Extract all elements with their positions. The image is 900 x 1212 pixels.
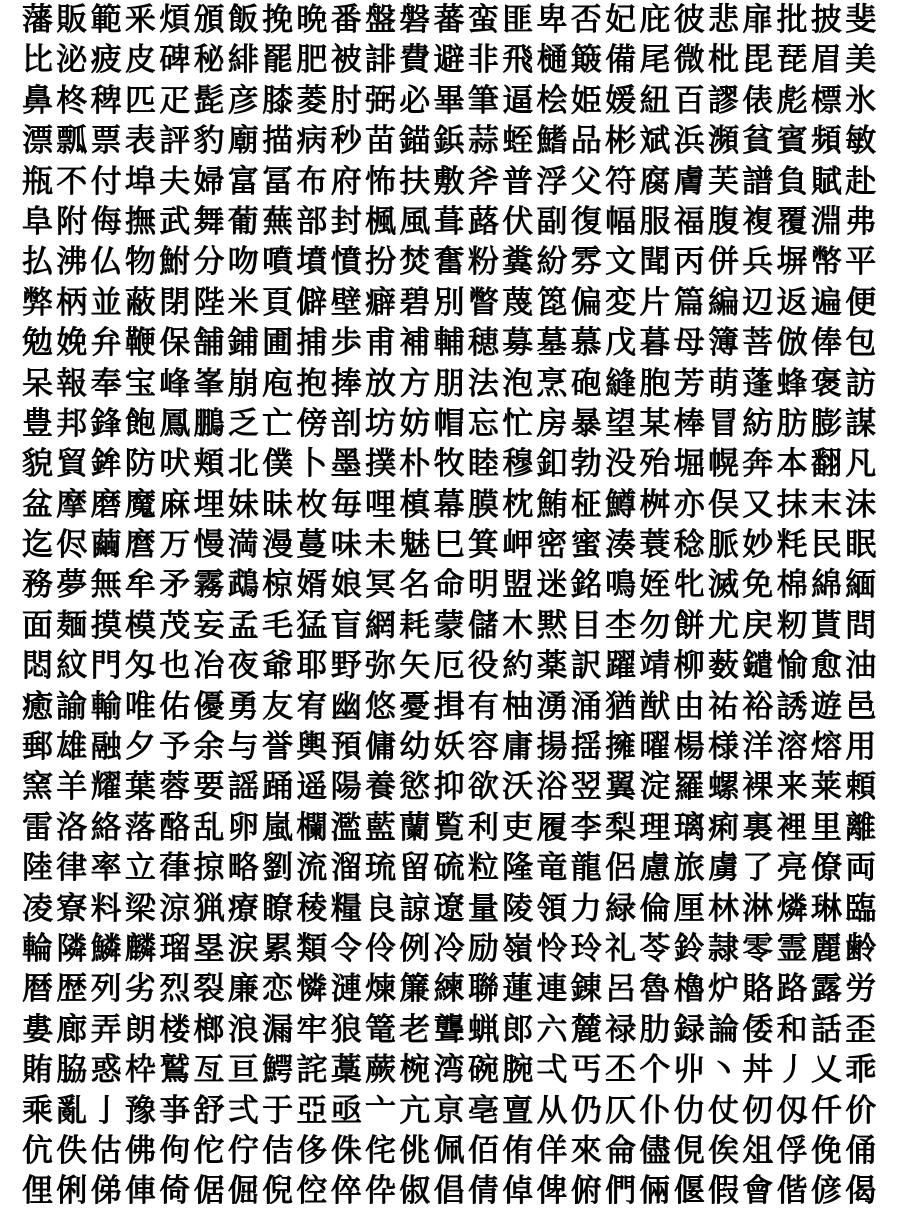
- character-row-29: 伉佚估佛佝佗佇佶侈侏侘佻佩佰侑佯來侖儘俔俟俎俘俛俑: [22, 1132, 880, 1169]
- character-row-24: 輪隣鱗麟瑠塁涙累類令伶例冷励嶺怜玲礼苓鈴隷零霊麗齢: [22, 930, 880, 967]
- character-row-28: 乘亂亅豫亊舒弍于亞亟亠亢亰亳亶从仍仄仆仂仗仞仭仟价: [22, 1092, 880, 1129]
- character-row-13: 盆摩磨魔麻埋妹昧枚毎哩槙幕膜枕鮪柾鱒桝亦俣又抹末沫: [22, 486, 880, 523]
- character-row-10: 呆報奉宝峰峯崩庖抱捧放方朋法泡烹砲縫胞芳萌蓬蜂褒訪: [22, 365, 880, 402]
- character-row-9: 勉娩弁鞭保舗鋪圃捕歩甫補輔穂募墓慕戊暮母簿菩倣俸包: [22, 325, 880, 362]
- character-row-2: 比泌疲皮碑秘緋罷肥被誹費避非飛樋簸備尾微枇毘琵眉美: [22, 42, 880, 79]
- character-row-15: 務夢無牟矛霧鵡椋婿娘冥名命明盟迷銘鳴姪牝滅免棉綿緬: [22, 567, 880, 604]
- character-row-26: 婁廊弄朗楼榔浪漏牢狼篭老聾蝋郎六麓禄肋録論倭和話歪: [22, 1011, 880, 1048]
- character-row-27: 賄脇惑枠鷲亙亘鰐詫藁蕨椀湾碗腕弌丐丕个丱丶丼丿乂乖: [22, 1052, 880, 1089]
- character-row-12: 貌貿鉾防吠頬北僕卜墨撲朴牧睦穆釦勃没殆堀幌奔本翻凡: [22, 446, 880, 483]
- character-row-19: 郵雄融夕予余与誉輿預傭幼妖容庸揚揺擁曜楊様洋溶熔用: [22, 729, 880, 766]
- character-row-17: 悶紋門匁也冶夜爺耶野弥矢厄役約薬訳躍靖柳薮鑓愉愈油: [22, 648, 880, 685]
- character-row-14: 迄侭繭麿万慢満漫蔓味未魅巳箕岬密蜜湊蓑稔脈妙粍民眠: [22, 527, 880, 564]
- character-row-3: 鼻柊稗匹疋髭彦膝菱肘弼必畢筆逼桧姫媛紐百謬俵彪標氷: [22, 82, 880, 119]
- character-row-6: 阜附侮撫武舞葡蕪部封楓風葺蕗伏副復幅服福腹複覆淵弗: [22, 203, 880, 240]
- character-row-25: 暦歴列劣烈裂廉恋憐漣煉簾練聯蓮連錬呂魯櫓炉賂路露労: [22, 971, 880, 1008]
- character-row-21: 雷洛絡落酪乱卵嵐欄濫藍蘭覧利吏履李梨理璃痢裏裡里離: [22, 809, 880, 846]
- character-row-7: 払沸仏物鮒分吻噴墳憤扮焚奮粉糞紛雰文聞丙併兵塀幣平: [22, 244, 880, 281]
- character-row-20: 窯羊耀葉蓉要謡踊遥陽養慾抑欲沃浴翌翼淀羅螺裸来莱頼: [22, 769, 880, 806]
- character-row-4: 漂瓢票表評豹廟描病秒苗錨鋲蒜蛭鰭品彬斌浜瀕貧賓頻敏: [22, 123, 880, 160]
- kanji-character-sheet: [22, 0, 882, 1210]
- character-row-8: 弊柄並蔽閉陛米頁僻壁癖碧別瞥蔑箆偏変片篇編辺返遍便: [22, 284, 880, 321]
- character-row-1: 藩販範釆煩頒飯挽晩番盤磐蕃蛮匪卑否妃庇彼悲扉批披斐: [22, 2, 880, 38]
- character-row-23: 凌寮料梁涼猟療瞭稜糧良諒遼量陵領力緑倫厘林淋燐琳臨: [22, 890, 880, 927]
- character-row-22: 陸律率立葎掠略劉流溜琉留硫粒隆竜龍侶慮旅虜了亮僚両: [22, 850, 880, 887]
- character-row-11: 豊邦鋒飽鳳鵬乏亡傍剖坊妨帽忘忙房暴望某棒冒紡肪膨謀: [22, 405, 880, 442]
- character-row-30: 俚俐俤俥倚倨倔倪倥倅伜俶倡倩倬俾俯們倆偃假會偕偐偈: [22, 1173, 880, 1210]
- character-row-16: 面麺摸模茂妄孟毛猛盲網耗蒙儲木黙目杢勿餅尤戻籾貰問: [22, 607, 880, 644]
- character-row-18: 癒諭輸唯佑優勇友宥幽悠憂揖有柚湧涌猶猷由祐裕誘遊邑: [22, 688, 880, 725]
- character-row-5: 瓶不付埠夫婦富冨布府怖扶敷斧普浮父符腐膚芙譜負賦赴: [22, 163, 880, 200]
